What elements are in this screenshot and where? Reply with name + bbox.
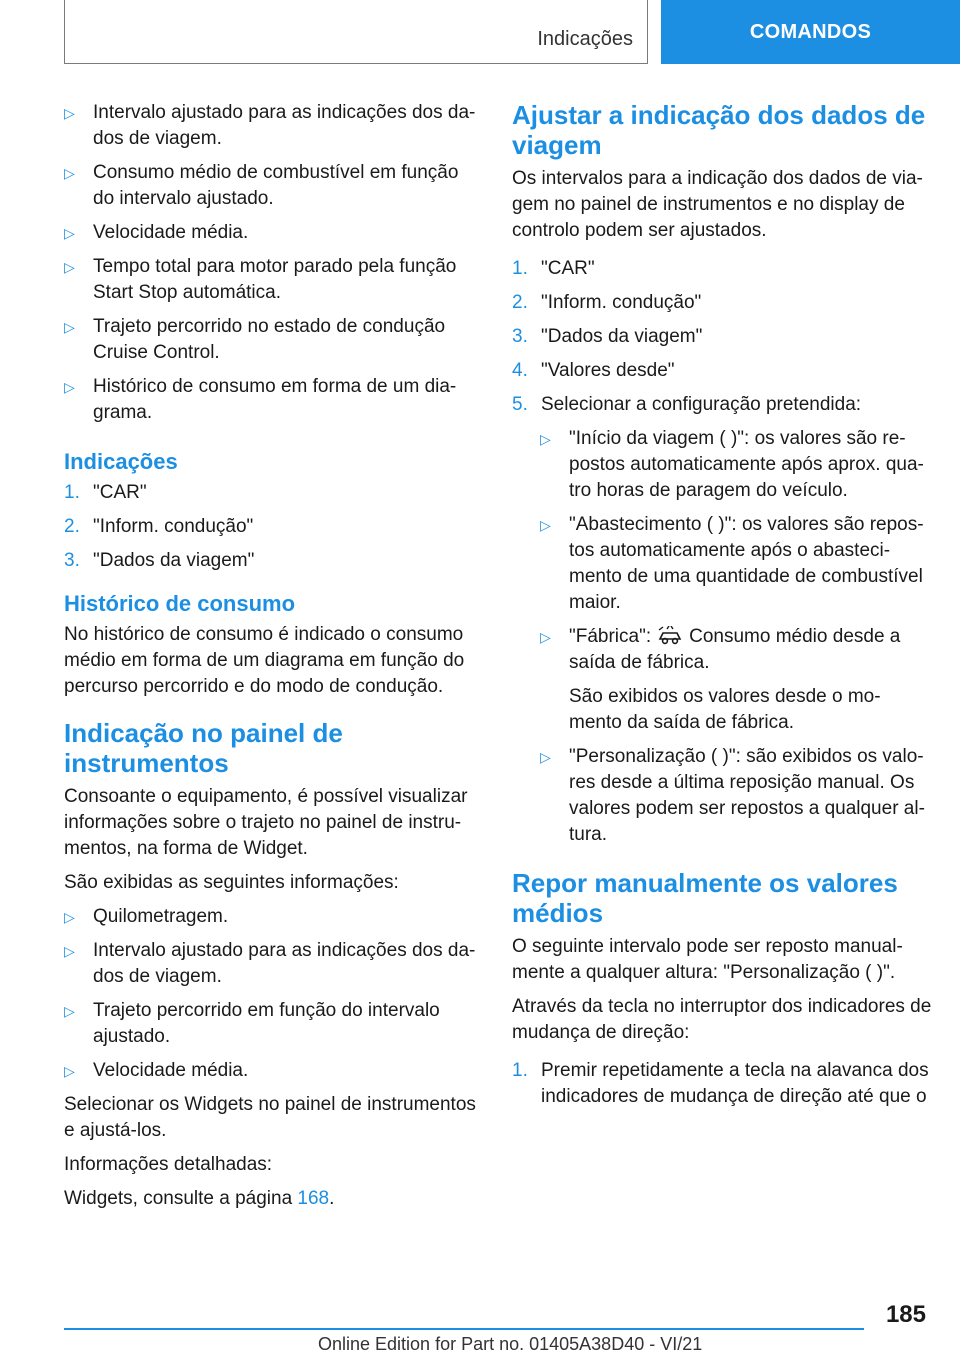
fabrica-note: São exibidos os valores desde o mo-mento da saída de fábrica. bbox=[569, 686, 881, 733]
triangle-right-icon: ▷ bbox=[64, 319, 75, 335]
list-item: ▷ Velocidade média. bbox=[64, 1058, 480, 1084]
painel-text: Consoante o equipamento, é possível visualizar informações sobre o trajeto no painel de instru-mentos, na forma de Widget. bbox=[64, 786, 468, 859]
triangle-right-icon: ▷ bbox=[64, 379, 75, 395]
left-column bbox=[64, 100, 480, 1220]
header-section: Indicações bbox=[537, 28, 633, 50]
heading-historico: Histórico de consumo bbox=[64, 591, 296, 616]
triangle-right-icon: ▷ bbox=[64, 1063, 75, 1079]
ajustar-text: Os intervalos para a indicação dos dados de via-gem no painel de instrumentos e no display de controlo podem ser ajustados. bbox=[512, 168, 923, 241]
painel-text: São exibidas as seguintes informações: bbox=[64, 872, 399, 893]
triangle-right-icon: ▷ bbox=[64, 105, 75, 121]
triangle-right-icon: ▷ bbox=[540, 749, 551, 765]
historico-text: No histórico de consumo é indicado o consumo médio em forma de um diagrama em função do percurso percorrido e do modo de condução. bbox=[64, 624, 465, 697]
triangle-right-icon: ▷ bbox=[64, 165, 75, 181]
step-item: 1. "CAR" bbox=[512, 258, 595, 279]
step-item: 2. "Inform. condução" bbox=[64, 516, 254, 537]
step-item: 1. Premir repetidamente a tecla na alavanca dos indicadores de mudança de direção até que o bbox=[512, 1060, 929, 1107]
repor-text: O seguinte intervalo pode ser reposto manual-mente a qualquer altura: "Personalização ( )". bbox=[512, 936, 903, 983]
list-item: ▷ Intervalo ajustado para as indicações dos da-dos de viagem. bbox=[64, 100, 480, 152]
triangle-right-icon: ▷ bbox=[64, 225, 75, 241]
triangle-right-icon: ▷ bbox=[64, 1003, 75, 1019]
list-item: ▷ Histórico de consumo em forma de um dia-grama. bbox=[64, 374, 480, 426]
page-number: 185 bbox=[885, 1301, 926, 1328]
right-column bbox=[512, 100, 932, 1118]
step-item: 3. "Dados da viagem" bbox=[64, 550, 255, 571]
list-item: ▷ "Abastecimento ( )": os valores são repos-tos automaticamente após o abasteci-mento de uma quantidade de combustível maior. bbox=[540, 512, 932, 616]
repor-text: Através da tecla no interruptor dos indicadores de mudança de direção: bbox=[512, 996, 932, 1043]
step-item: 3. "Dados da viagem" bbox=[512, 326, 703, 347]
triangle-right-icon: ▷ bbox=[64, 259, 75, 275]
triangle-right-icon: ▷ bbox=[64, 909, 75, 925]
page-link[interactable]: 168 bbox=[297, 1188, 330, 1209]
widgets-ref: Widgets, consulte a página 168. bbox=[64, 1188, 335, 1209]
painel-text: Selecionar os Widgets no painel de instrumentos e ajustá-los. bbox=[64, 1094, 476, 1141]
header-frame bbox=[64, 0, 648, 64]
list-item: ▷ Tempo total para motor parado pela função Start Stop automática. bbox=[64, 254, 480, 306]
list-item: ▷ "Fábrica": Consumo médio desde a saída de fábrica. bbox=[540, 624, 932, 676]
list-item: ▷ "Início da viagem ( )": os valores são re-postos automaticamente após aprox. qua-tro horas de paragem do veículo. bbox=[540, 426, 932, 504]
heading-repor: Repor manualmente os valores médios bbox=[512, 868, 898, 928]
step-item: 5. Selecionar a configuração pretendida: bbox=[512, 394, 862, 415]
car-factory-icon bbox=[657, 626, 683, 646]
list-item: ▷ Trajeto percorrido no estado de condução Cruise Control. bbox=[64, 314, 480, 366]
step-item: 2. "Inform. condução" bbox=[512, 292, 702, 313]
triangle-right-icon: ▷ bbox=[540, 431, 551, 447]
list-item: ▷ Trajeto percorrido em função do intervalo ajustado. bbox=[64, 998, 480, 1050]
step-item: 4. "Valores desde" bbox=[512, 360, 675, 381]
list-item: ▷ Intervalo ajustado para as indicações dos da-dos de viagem. bbox=[64, 938, 480, 990]
triangle-right-icon: ▷ bbox=[540, 517, 551, 533]
heading-indicacoes: Indicações bbox=[64, 449, 178, 474]
list-item: ▷ Velocidade média. bbox=[64, 220, 480, 246]
header-tab: COMANDOS bbox=[661, 0, 960, 64]
painel-text: Informações detalhadas: bbox=[64, 1154, 273, 1175]
triangle-right-icon: ▷ bbox=[64, 943, 75, 959]
step-item: 1. "CAR" bbox=[64, 482, 147, 503]
footer-divider bbox=[64, 1328, 864, 1330]
list-item: ▷ Consumo médio de combustível em função do intervalo ajustado. bbox=[64, 160, 480, 212]
triangle-right-icon: ▷ bbox=[540, 629, 551, 645]
heading-ajustar: Ajustar a indicação dos dados de viagem bbox=[512, 100, 926, 160]
heading-painel: Indicação no painel de instrumentos bbox=[64, 718, 343, 778]
list-item: ▷ Quilometragem. bbox=[64, 904, 480, 930]
list-item: ▷ "Personalização ( )": são exibidos os valo-res desde a última reposição manual. Os valores podem ser repostos a qualquer al-tura. bbox=[540, 744, 932, 848]
footer-edition: Online Edition for Part no. 01405A38D40 - VI/21 bbox=[318, 1334, 703, 1354]
